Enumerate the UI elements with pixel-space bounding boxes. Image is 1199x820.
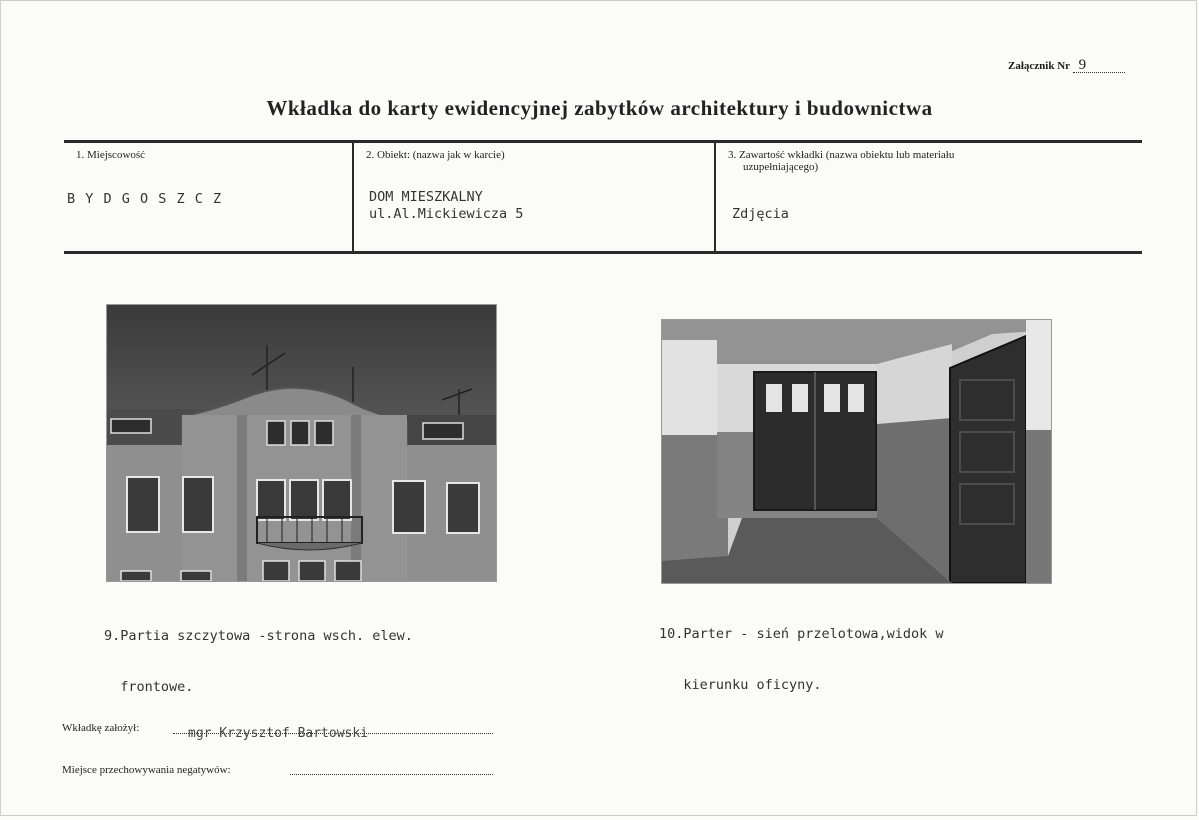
document-title: Wkładka do karty ewidencyjnej zabytków architektury i budownictwa: [266, 96, 933, 120]
column-divider: [352, 143, 354, 251]
passageway-photo-image: [662, 320, 1051, 583]
annex-value: 9: [1073, 58, 1125, 73]
passageway-photo: [661, 319, 1052, 584]
photo-caption-9: 9.Partia szczytowa -strona wsch. elew. frontowe.: [104, 628, 413, 695]
author-label: Wkładkę założył:: [62, 722, 140, 734]
column-divider: [714, 143, 716, 251]
place-value: B Y D G O S Z C Z: [67, 191, 223, 207]
place-label: 1. Miejscowość: [76, 149, 146, 161]
object-label: 2. Obiekt: (nazwa jak w karcie): [366, 149, 505, 161]
contents-label: 3. Zawartość wkładki (nazwa obiektu lub materiału uzupełniającego): [728, 149, 955, 173]
annex-number: [1008, 58, 1125, 73]
header-bottom-rule: [64, 251, 1142, 254]
facade-photo: [106, 304, 497, 582]
negatives-label: Miejsce przechowywania negatywów:: [62, 764, 231, 776]
contents-value: Zdjęcia: [732, 206, 789, 222]
annex-label: Załącznik Nr: [1008, 60, 1070, 72]
author-value: mgr Krzysztof Bartowski: [188, 726, 369, 741]
header-top-rule: [64, 140, 1142, 143]
photo-caption-10: 10.Parter - sień przelotowa,widok w kierunku oficyny.: [659, 626, 944, 693]
facade-photo-image: [107, 305, 496, 581]
object-value-address: ul.Al.Mickiewicza 5: [369, 206, 524, 222]
object-value-name: DOM MIESZKALNY: [369, 189, 483, 205]
negatives-dotted-line: [290, 773, 493, 775]
